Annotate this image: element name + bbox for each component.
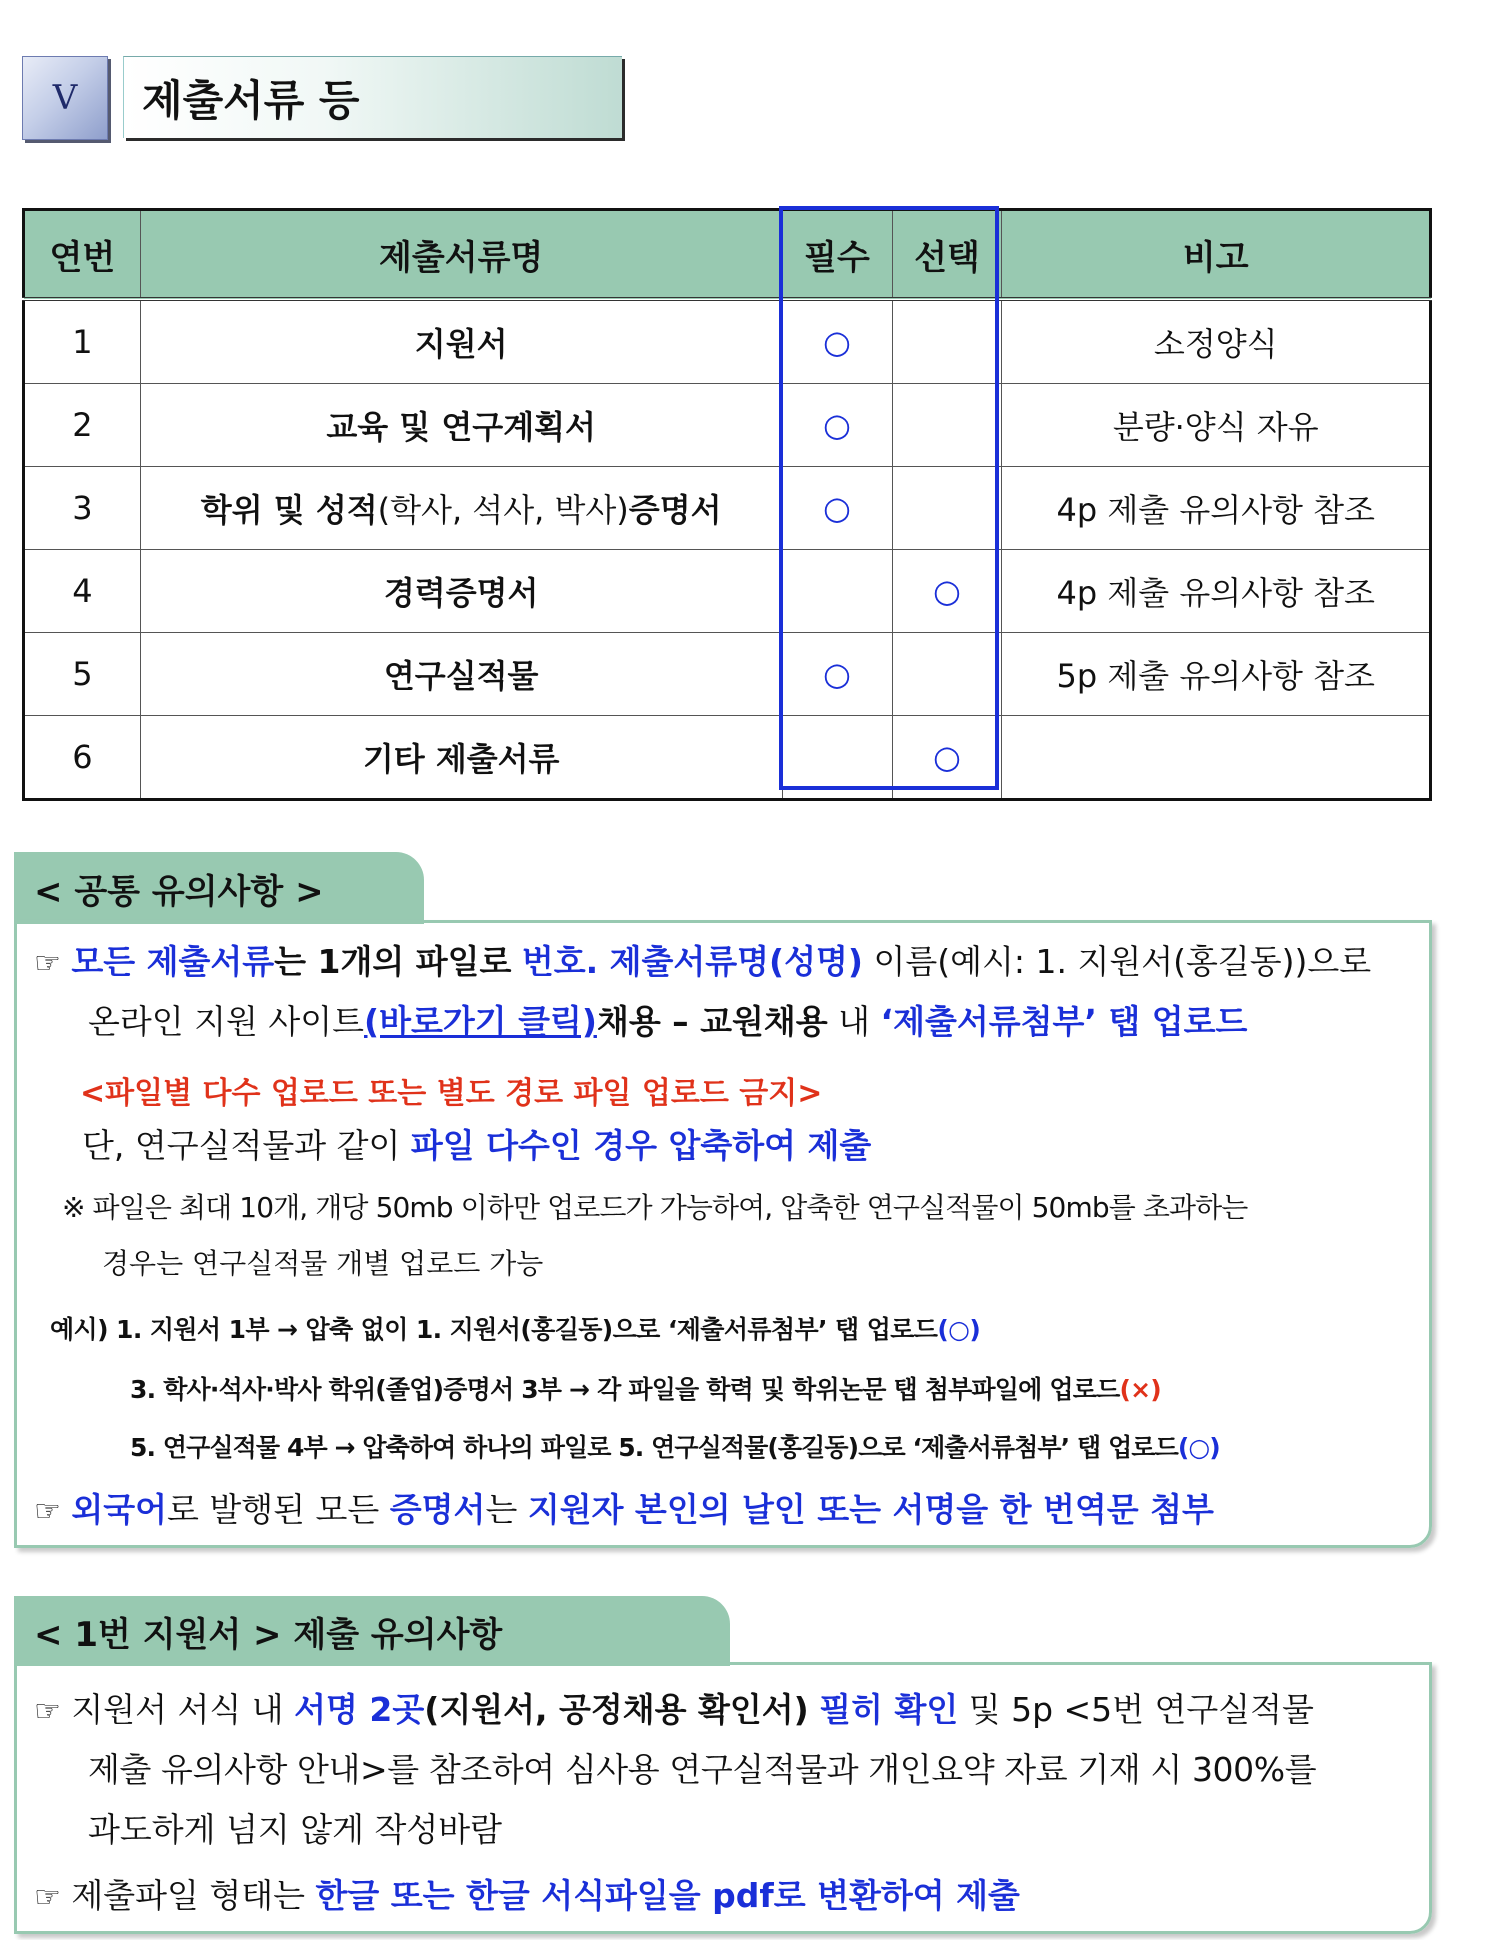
- header-note: 비고: [1002, 210, 1431, 300]
- file-limit-note-2: 경우는 연구실적물 개별 업로드 가능: [102, 1247, 544, 1280]
- upload-warning: <파일별 다수 업로드 또는 별도 경로 파일 업로드 금지>: [80, 1076, 823, 1111]
- text-span: 외국어: [71, 1490, 168, 1529]
- cell-required: ○: [782, 633, 892, 716]
- text-span: 파일 다수인 경우 압축하여 제출: [410, 1126, 872, 1165]
- header-no: 연번: [24, 210, 141, 300]
- file-limit-note: ※ 파일은 최대 10개, 개당 50mb 이하만 업로드가 가능하여, 압축한 연구실적물이 50mb를 초과하는: [62, 1191, 1248, 1224]
- text-span: 5. 연구실적물 4부 → 압축하여 하나의 파일로 5. 연구실적물(홍길동)으로 ‘제출서류첨부’ 탭 업로드: [130, 1433, 1178, 1462]
- common-note-1: [34, 936, 1371, 983]
- cell-no: 3: [24, 467, 141, 550]
- table-row: [24, 550, 1431, 633]
- text-span: 서명 2곳: [294, 1690, 425, 1729]
- pointing-hand-icon: ☞: [34, 946, 61, 981]
- pointing-hand-icon: ☞: [34, 1694, 61, 1729]
- text-span: 온라인 지원 사이트: [88, 1002, 365, 1041]
- text-span: 제출파일 형태는: [71, 1876, 316, 1915]
- text-span: 증명서: [389, 1490, 486, 1529]
- documents-table: [22, 208, 1432, 801]
- cell-required: [782, 550, 892, 633]
- cell-optional: [892, 467, 1002, 550]
- text-span: 예시) 1. 지원서 1부 → 압축 없이 1. 지원서(홍길동)으로 ‘제출서류첨부’ 탭 업로드: [50, 1315, 938, 1344]
- section-number: V: [22, 56, 108, 140]
- table-row: [24, 716, 1431, 800]
- text-span: 채용 – 교원채용: [596, 1002, 828, 1041]
- cell-required: [782, 716, 892, 800]
- cell-name: 기타 제출서류: [140, 716, 782, 800]
- cell-note: [1002, 716, 1431, 800]
- text-span: 로 발행된 모든: [167, 1490, 390, 1529]
- pointing-hand-icon: ☞: [34, 1494, 61, 1529]
- text-span: 이름(예시: 1. 지원서(홍길동))으로: [862, 942, 1372, 981]
- cell-no: 4: [24, 550, 141, 633]
- cell-required: ○: [782, 299, 892, 384]
- form-note-2: [34, 1870, 1020, 1917]
- homepage-link[interactable]: (바로가기 클릭): [364, 1002, 597, 1041]
- form-note-1b: 제출 유의사항 안내>를 참조하여 심사용 연구실적물과 개인요약 자료 기재 시 300%를: [88, 1750, 1317, 1789]
- table-row: [24, 633, 1431, 716]
- cell-no: 6: [24, 716, 141, 800]
- cell-name-part: 학위 및 성적: [200, 491, 378, 529]
- cell-name-part: 증명서: [628, 491, 722, 529]
- table-row: [24, 467, 1431, 550]
- cell-name-part: (학사, 석사, 박사): [377, 491, 629, 529]
- table-header-row: [24, 210, 1431, 300]
- section-title: 제출서류 등: [123, 56, 622, 138]
- compress-note: [82, 1120, 871, 1167]
- form-note-1: [34, 1684, 1314, 1731]
- text-span: 지원서 서식 내: [71, 1690, 295, 1729]
- text-span: 3. 학사·석사·박사 학위(졸업)증명서 3부 → 각 파일을 학력 및 학위논문 탭 첨부파일에 업로드: [130, 1375, 1120, 1404]
- table-row: [24, 384, 1431, 467]
- common-note-2: [34, 1484, 1214, 1531]
- cell-no: 5: [24, 633, 141, 716]
- text-span: 번호. 제출서류명(성명): [521, 942, 863, 981]
- cell-no: 1: [24, 299, 141, 384]
- example-3: [130, 1428, 1220, 1464]
- cell-required: ○: [782, 467, 892, 550]
- text-span: (○): [1177, 1433, 1220, 1462]
- text-span: 는: [485, 1490, 528, 1529]
- form-note-1c: 과도하게 넘지 않게 작성바람: [88, 1810, 503, 1849]
- text-span: (×): [1119, 1375, 1161, 1404]
- header-optional: 선택: [892, 210, 1002, 300]
- cell-name: 교육 및 연구계획서: [140, 384, 782, 467]
- text-span: [809, 1690, 820, 1729]
- text-span: 1개의 파일로: [317, 942, 512, 981]
- text-span: 한글 또는 한글 서식파일을 pdf로 변환하여 제출: [315, 1876, 1020, 1915]
- cell-no: 2: [24, 384, 141, 467]
- cell-name: 지원서: [140, 299, 782, 384]
- header-required: 필수: [782, 210, 892, 300]
- common-note-1b: [88, 996, 1247, 1043]
- cell-required: ○: [782, 384, 892, 467]
- example-1: [50, 1310, 980, 1346]
- cell-optional: ○: [892, 550, 1002, 633]
- common-notes-title: < 공통 유의사항 >: [14, 852, 424, 924]
- cell-name: [140, 467, 782, 550]
- text-span: 내: [827, 1002, 881, 1041]
- header-name: 제출서류명: [140, 210, 782, 300]
- cell-optional: [892, 633, 1002, 716]
- form-notes-title: < 1번 지원서 > 제출 유의사항: [14, 1596, 730, 1666]
- cell-note: 4p 제출 유의사항 참조: [1002, 550, 1431, 633]
- text-span: 단, 연구실적물과 같이: [82, 1126, 411, 1165]
- text-span: ‘제출서류첨부’ 탭 업로드: [880, 1002, 1248, 1041]
- text-span: (지원서, 공정채용 확인서): [424, 1690, 809, 1729]
- table-row: [24, 299, 1431, 384]
- text-span: 지원자 본인의 날인 또는 서명을 한 번역문 첨부: [527, 1490, 1214, 1529]
- text-span: [511, 942, 522, 981]
- text-span: 는: [274, 942, 318, 981]
- text-span: (○): [937, 1315, 981, 1344]
- cell-note: 4p 제출 유의사항 참조: [1002, 467, 1431, 550]
- cell-note: 소정양식: [1002, 299, 1431, 384]
- cell-optional: [892, 299, 1002, 384]
- text-span: 및 5p <5번 연구실적물: [958, 1690, 1314, 1729]
- text-span: 모든 제출서류: [71, 942, 275, 981]
- cell-note: 분량·양식 자유: [1002, 384, 1431, 467]
- cell-optional: [892, 384, 1002, 467]
- pointing-hand-icon: ☞: [34, 1880, 61, 1915]
- cell-note: 5p 제출 유의사항 참조: [1002, 633, 1431, 716]
- cell-name: 경력증명서: [140, 550, 782, 633]
- example-2: [130, 1370, 1161, 1406]
- cell-optional: ○: [892, 716, 1002, 800]
- cell-name: 연구실적물: [140, 633, 782, 716]
- text-span: 필히 확인: [819, 1690, 959, 1729]
